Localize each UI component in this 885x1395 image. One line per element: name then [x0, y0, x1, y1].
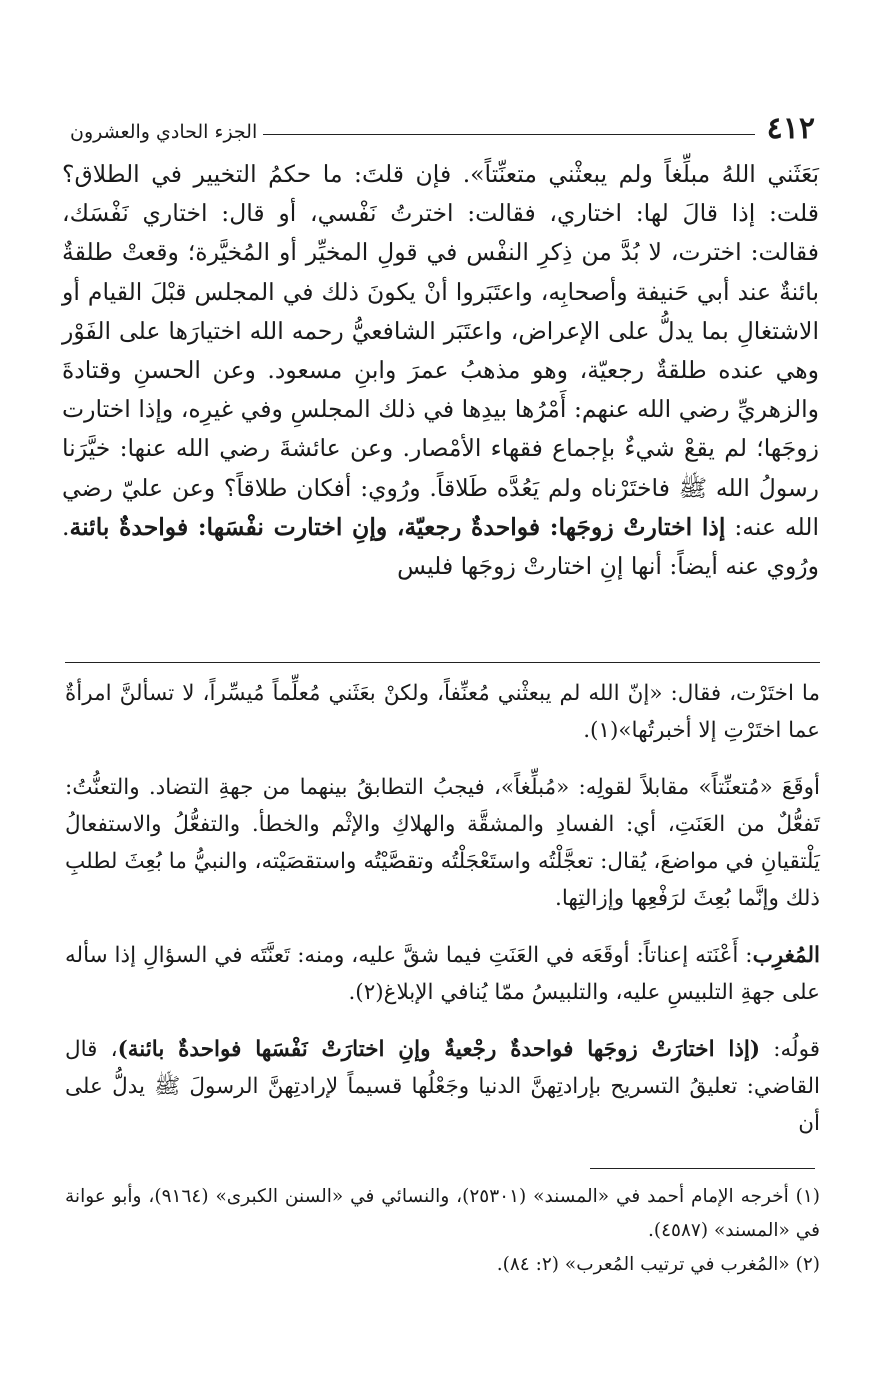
footnote-1: (١) أخرجه الإمام أحمد في «المسند» (٢٥٣٠١)، والنسائي في «السنن الكبرى» (٩١٦٤)، وأبو عوانة في «المسند» (٤٥٨٧).	[65, 1186, 820, 1241]
commentary-paragraph-2: أوقَعَ «مُتعنِّتاً» مقابلاً لقولِه: «مُبلِّغاً»، فيجبُ التطابقُ بينهما من جهةِ التضاد. والتعنُّتُ: تَفعُّلٌ من العَنَتِ، أي: الفسادِ والمشقَّة والهلاكِ والإثْم والخطأ. والتفعُّلُ والاستفعالُ يَلْتقيانِ في مواضعَ، يُقال: تعجَّلْتُه واستَعْجَلْتُه وتقصَّيْتُه واستقصَيْته، والنبيُّ ما بُعِثَ لطلبِ ذلك وإنَّما بُعِثَ لرَفْعِها وإزالتِها.	[65, 775, 820, 911]
page-number: ٤١٢	[766, 111, 815, 146]
commentary-paragraph-1: ما اختَرْت، فقال: «إنّ الله لم يبعثْني مُعنِّفاً، ولكنْ بعَثَني مُعلِّماً مُيسِّراً، لا تسألنَّ امرأةٌ عما اختَرْتِ إلا أخبرتُها»(١).	[65, 681, 821, 743]
commentary-paragraph-3	[65, 937, 820, 1011]
commentary-paragraph-4	[65, 1031, 820, 1142]
commentary-bold-quote: (إذا اختارَتْ زوجَها فواحدةٌ رجْعيةٌ وإنِ اختارَتْ نَفْسَها فواحدةٌ بائنة)	[117, 1037, 761, 1062]
footnotes	[65, 1180, 820, 1282]
commentary-lead-term: المُغرِب	[752, 943, 820, 968]
commentary-text: : أَعْنَته إعناتاً: أوقَعَه في العَنَتِ فيما شقَّ عليه، ومنه: تَعنَّتَه في السؤالِ إذا سأله على جهةِ التلبيسِ عليه، والتلبيسُ ممّا يُنافي الإبلاغ(٢).	[65, 943, 820, 1005]
commentary-text: ، قال القاضي: تعليقُ التسريح بإرادتِهنَّ الدنيا وجَعْلُها قسيماً لإرادتِهنَّ الرسولَ ﷺ يدلُّ على أن	[65, 1037, 820, 1136]
main-paragraph	[62, 155, 819, 586]
header-rule	[263, 134, 754, 135]
footnote-2: (٢) «المُغرب في ترتيب المُعرب» (٢: ٨٤).	[496, 1254, 820, 1275]
page-header	[70, 100, 815, 144]
main-text-bold-quote: إذا اختارتْ زوجَها: فواحدةٌ رجعيّة، وإنِ اختارت نفْسَها: فواحدةٌ بائنة	[69, 512, 726, 541]
main-text-part-2: . ورُوي عنه أيضاً: أنها إنِ اختارتْ زوجَها فليس	[62, 512, 819, 581]
footnote-rule	[590, 1168, 815, 1169]
main-text-part-1: بَعَثَني اللهُ مبلِّغاً ولم يبعثْني متعنِّتاً». فإن قلتَ: ما حكمُ التخيير في الطلاق؟ قلت: إذا قالَ لها: اختاري، فقالت: اخترتُ نَفْسي، أو قال: اختاري نَفْسَك، فقالت: اخترت، لا بُدَّ من ذِكرِ النفْس في قولِ المخيِّر أو المُخيَّرة؛ وقعتْ طلقةٌ بائنةٌ عند أبي حَنيفة وأصحابِه، واعتَبَروا أنْ يكونَ ذلك في المجلس قبْلَ القيام أو الاشتغالِ بما يدلُّ على الإعراض، واعتَبَر الشافعيُّ رحمه الله اختيارَها على الفَوْر وهي عنده طلقةٌ رجعيّة، وهو مذهبُ عمرَ وابنِ مسعود. وعن الحسنِ وقتادةَ والزهريِّ رضي الله عنهم: أَمْرُها بيدِها في ذلك المجلسِ وفي غيرِه، وإذا اختارت زوجَها؛ لم يقعْ شيءٌ بإجماع فقهاء الأمْصار. وعن عائشةَ رضي الله عنها: خيَّرَنا رسولُ الله ﷺ فاختَرْناه ولم يَعُدَّه طَلاقاً. ورُوي: أفكان طلاقاً؟ وعن عليّ رضي الله عنه:	[62, 160, 819, 541]
running-title: الجزء الحادي والعشرون	[70, 121, 258, 143]
text-divider	[65, 662, 820, 663]
main-text	[62, 155, 819, 586]
commentary-lead: قولُه:	[760, 1037, 820, 1062]
commentary	[65, 675, 820, 1162]
